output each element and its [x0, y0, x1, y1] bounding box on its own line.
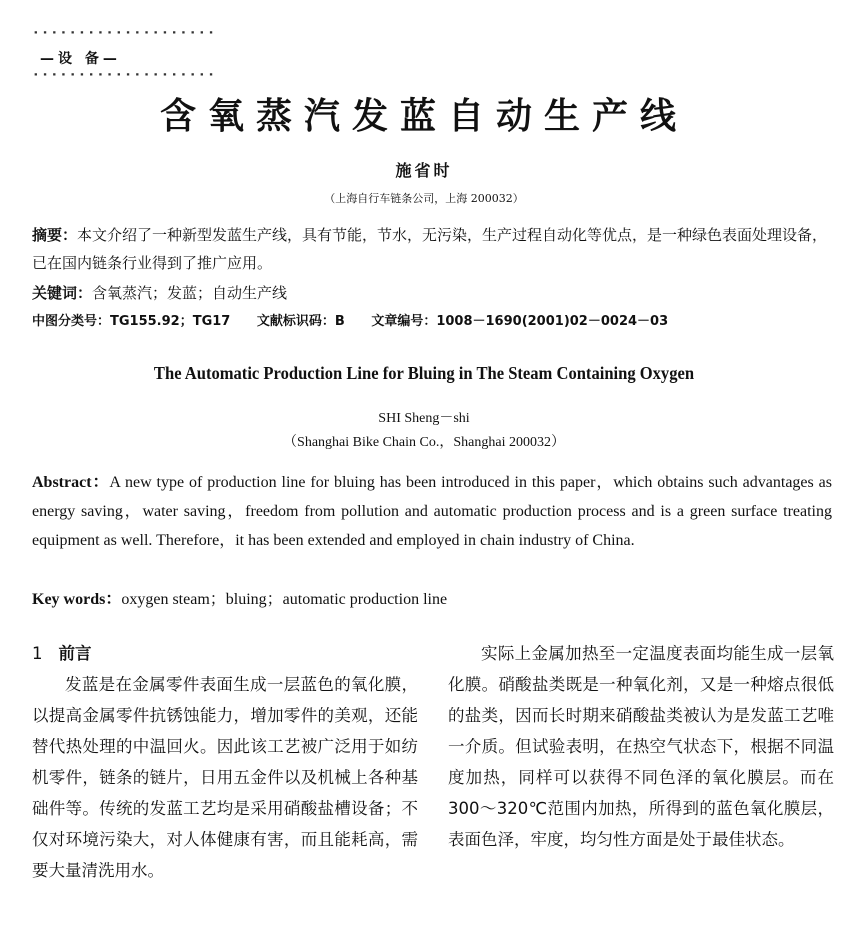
section-title: 前言: [58, 644, 92, 663]
keywords-text-chinese: 含氧蒸汽；发蓝；自动生产线: [92, 284, 288, 302]
body-column-left: [32, 638, 418, 886]
header-dots-bottom: ▪ ▪ ▪ ▪ ▪ ▪ ▪ ▪ ▪ ▪ ▪ ▪ ▪ ▪ ▪ ▪ ▪ ▪ ▪ ▪: [34, 71, 214, 78]
paragraph-right: 实际上金属加热至一定温度表面均能生成一层氧化膜。硝酸盐类既是一种氧化剂，又是一种熔点很低的盐类，因而长时期来硝酸盐类被认为是发蓝工艺唯一介质。但试验表明，在热空气状态下，根据不同温度加热，同样可以获得不同色泽的氧化膜层。而在300～320℃范围内加热，所得到的蓝色氧化膜层，表面色泽，牢度，均匀性方面是处于最佳状态。: [448, 644, 834, 849]
affiliation-english: （Shanghai Bike Chain Co.，Shanghai 200032）: [283, 435, 565, 450]
abstract-text-chinese: 本文介绍了一种新型发蓝生产线，具有节能，节水，无污染，生产过程自动化等优点，是一种绿色表面处理设备，已在国内链条行业得到了推广应用。: [32, 226, 828, 272]
section-tag: —设 备—: [40, 51, 121, 67]
abstract-label-english: Abstract：: [32, 474, 110, 491]
title-english: The Automatic Production Line for Bluing in The Steam Containing Oxygen: [153, 363, 695, 383]
section-heading: [32, 638, 418, 669]
author-english: SHI Sheng－shi: [378, 411, 470, 426]
title-chinese: 含氧蒸汽发蓝自动生产线: [159, 95, 688, 137]
keywords-text-english: oxygen steam；bluing；automatic production line: [121, 591, 448, 608]
affiliation-chinese: （上海自行车链条公司，上海 200032）: [324, 192, 524, 205]
keywords-label-english: Key words：: [32, 591, 122, 608]
article-number: 文章编号：1008－1690(2001)02－0024－03: [371, 314, 669, 329]
abstract-english: [32, 468, 832, 555]
abstract-label-chinese: 摘要：: [32, 226, 78, 244]
paragraph-left: 发蓝是在金属零件表面生成一层蓝色的氧化膜，以提高金属零件抗锈蚀能力，增加零件的美观，还能替代热处理的中温回火。因此该工艺被广泛用于如纺机零件，链条的链片，日用五金件以及机械上各种基础件等。传统的发蓝工艺均是采用硝酸盐槽设备；不仅对环境污染大，对人体健康有害，而且能耗高，需要大量清洗用水。: [32, 675, 418, 880]
header-dots-top: ▪ ▪ ▪ ▪ ▪ ▪ ▪ ▪ ▪ ▪ ▪ ▪ ▪ ▪ ▪ ▪ ▪ ▪ ▪ ▪: [34, 29, 214, 36]
document-code: 文献标识码：B: [256, 314, 345, 329]
abstract-text-english: A new type of production line for bluing has been introduced in this paper，which obtains such advantages as energy saving，water saving，freedom from pollution and automatic production process and is a green surface treating equipment as well. Therefore，it has been extended and employed in chain industry of China.: [32, 474, 832, 549]
section-number: 1: [32, 644, 43, 663]
keywords-label-chinese: 关键词：: [32, 284, 93, 302]
classification-line: [32, 310, 832, 329]
keywords-english: [32, 586, 832, 609]
keywords-chinese: [32, 282, 832, 303]
classification-number: 中图分类号：TG155.92；TG17: [32, 314, 231, 329]
body-column-right: [448, 638, 834, 855]
author-chinese: 施省时: [395, 161, 453, 180]
abstract-chinese: [32, 221, 832, 277]
